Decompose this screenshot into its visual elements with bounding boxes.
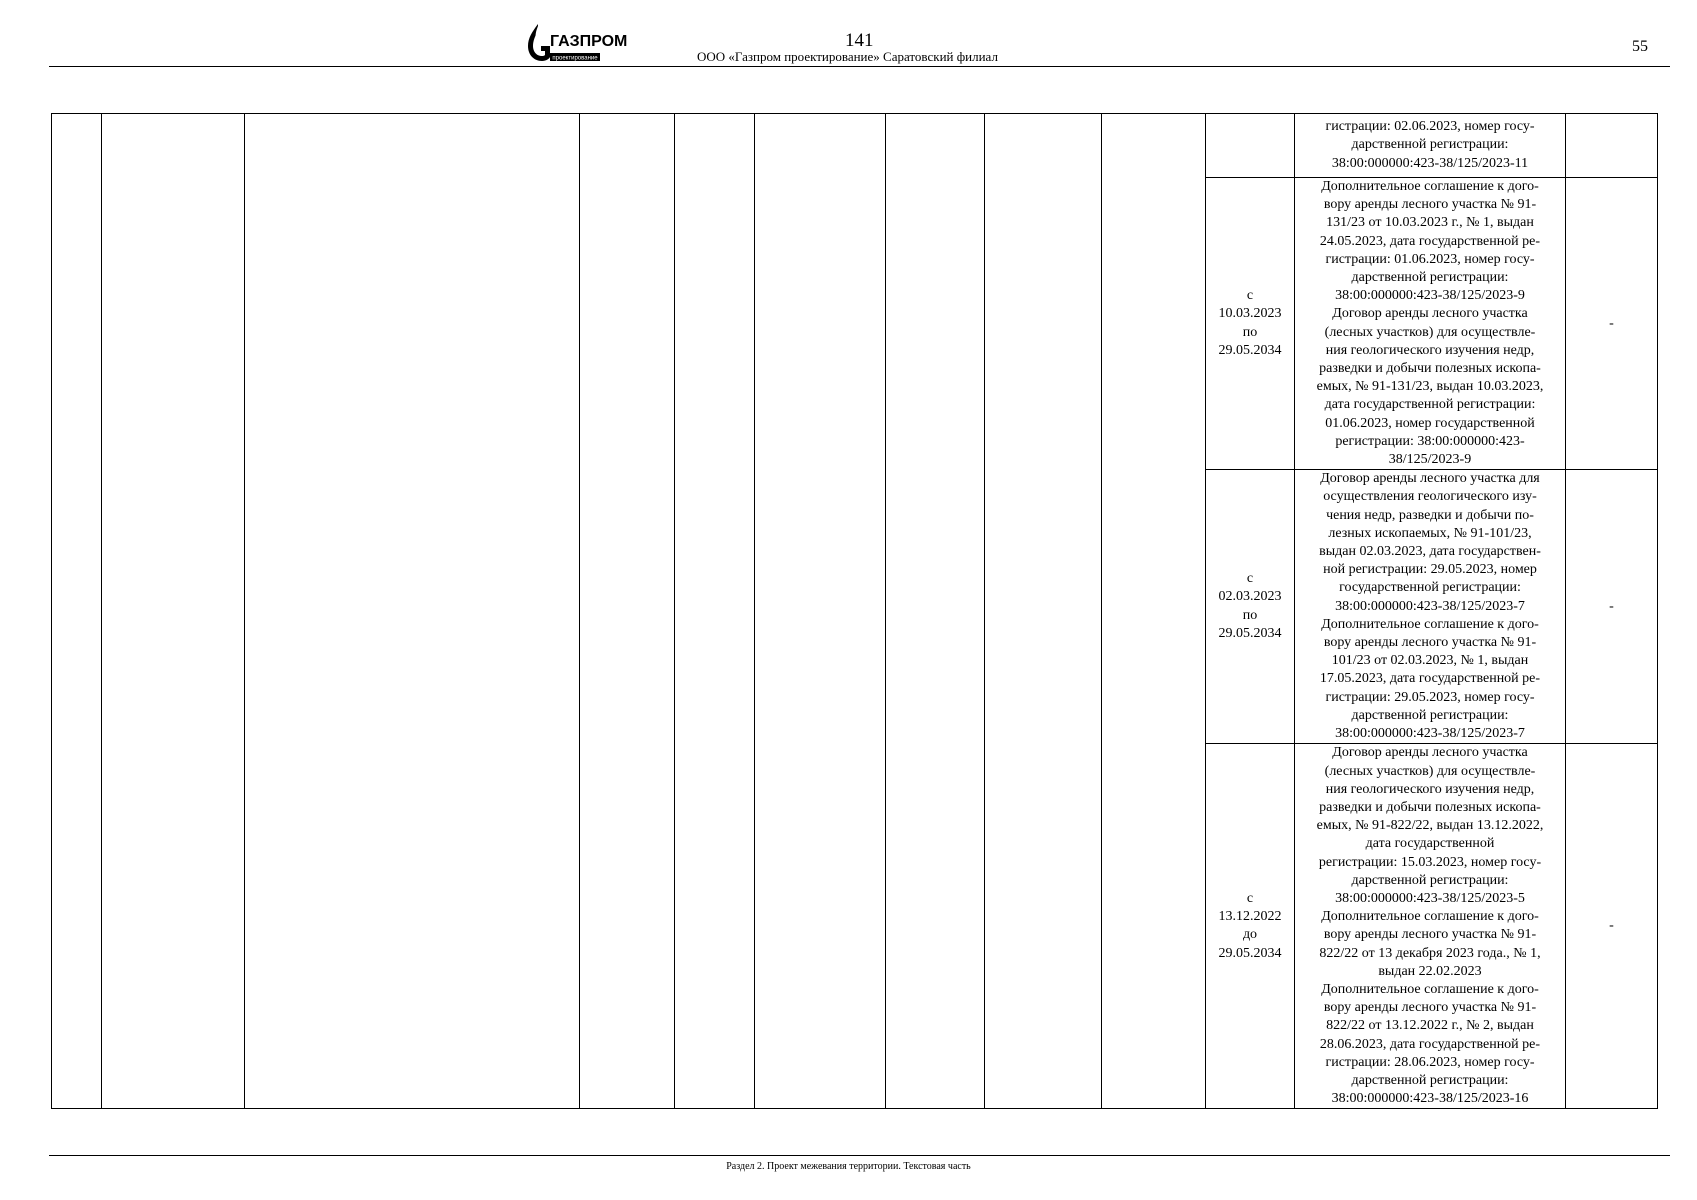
document-page-number: 141 xyxy=(845,30,874,51)
empty-cell xyxy=(102,114,245,1109)
extra-cell xyxy=(1566,114,1658,178)
document-text-line: 28.06.2023, дата государственной ре- xyxy=(1319,1036,1541,1052)
document-text-line: гистрации: 01.06.2023, номер госу- xyxy=(1325,251,1535,267)
document-text-line: 38/125/2023-9 xyxy=(1388,452,1472,468)
lease-table xyxy=(51,113,1658,1109)
lease-period-line: до xyxy=(1242,927,1258,943)
document-text-line: 38:00:000000:423-38/125/2023-16 xyxy=(1331,1091,1529,1107)
document-text-line: гистрации: 28.06.2023, номер госу- xyxy=(1325,1054,1535,1070)
extra-cell xyxy=(1566,470,1658,744)
document-text-line: ния геологического изучения недр, xyxy=(1325,781,1535,797)
document-text-line: Дополнительное соглашение к дого- xyxy=(1321,981,1539,997)
document-text-line: Договор аренды лесного участка xyxy=(1332,745,1528,761)
footer-section-title: Раздел 2. Проект межевания территории. Текстовая часть xyxy=(726,1161,971,1172)
document-text-line: Дополнительное соглашение к дого- xyxy=(1321,616,1539,632)
document-text-line: 38:00:000000:423-38/125/2023-5 xyxy=(1335,890,1525,906)
document-text-line: Дополнительное соглашение к дого- xyxy=(1321,179,1539,194)
document-text-line: дата государственной регистрации: xyxy=(1324,397,1536,413)
section-page-number: 55 xyxy=(1632,38,1648,55)
document-text-line: Дополнительное соглашение к дого- xyxy=(1321,909,1539,925)
document-text-line: разведки и добычи полезных ископа- xyxy=(1319,361,1541,377)
lease-period-line: с xyxy=(1246,570,1254,586)
lease-period-cell xyxy=(1206,114,1295,178)
document-text-line: 38:00:000000:423-38/125/2023-7 xyxy=(1335,726,1525,742)
document-text-line: лезных ископаемых, № 91-101/23, xyxy=(1328,525,1532,541)
lease-period-line: 13.12.2022 xyxy=(1218,908,1282,924)
document-table xyxy=(51,113,1658,1109)
document-text-line: чения недр, разведки и добычи по- xyxy=(1326,507,1534,523)
lease-period-cell xyxy=(1206,470,1295,744)
lease-period-line: 02.03.2023 xyxy=(1218,589,1282,605)
lease-period-line: с xyxy=(1246,890,1254,906)
lease-period-line: 10.03.2023 xyxy=(1218,306,1282,322)
document-text-line: Договор аренды лесного участка для xyxy=(1320,471,1540,487)
extra-cell xyxy=(1566,744,1658,1109)
lease-period-cell xyxy=(1206,744,1295,1109)
lease-period-line: по xyxy=(1242,324,1258,340)
document-text-line: (лесных участков) для осуществле- xyxy=(1324,763,1536,779)
document-text-line: выдан 22.02.2023 xyxy=(1378,963,1482,979)
empty-cell xyxy=(755,114,886,1109)
extra-value: - xyxy=(1609,598,1614,614)
document-text-line: ной регистрации: 29.05.2023, номер xyxy=(1323,562,1537,578)
document-text-line: емых, № 91-822/22, выдан 13.12.2022, xyxy=(1316,818,1544,834)
empty-cell xyxy=(985,114,1102,1109)
svg-text:ГАЗПРОМ: ГАЗПРОМ xyxy=(550,33,628,50)
document-text-line: разведки и добычи полезных ископа- xyxy=(1319,799,1541,815)
document-text-line: 131/23 от 10.03.2023 г., № 1, выдан xyxy=(1326,215,1534,231)
document-text-line: гистрации: 29.05.2023, номер госу- xyxy=(1325,689,1535,705)
document-text-line: регистрации: 38:00:000000:423- xyxy=(1335,433,1525,449)
empty-cell xyxy=(1102,114,1206,1109)
gazprom-logo xyxy=(524,22,628,64)
document-text-line: 38:00:000000:423-38/125/2023-9 xyxy=(1335,288,1525,304)
empty-cell xyxy=(675,114,755,1109)
document-text-line: дарственной регистрации: xyxy=(1351,707,1509,723)
document-text-line: государственной регистрации: xyxy=(1339,580,1521,596)
document-text-line: ния геологического изучения недр, xyxy=(1325,342,1535,358)
lease-period-line: 29.05.2034 xyxy=(1218,343,1282,359)
lease-period-line: 29.05.2034 xyxy=(1218,945,1282,961)
document-text-line: 17.05.2023, дата государственной ре- xyxy=(1319,671,1541,687)
document-text-line: 101/23 от 02.03.2023, № 1, выдан xyxy=(1331,653,1529,669)
extra-value: - xyxy=(1609,918,1614,934)
document-text-line: 01.06.2023, номер государственной xyxy=(1325,415,1535,431)
empty-cell xyxy=(886,114,985,1109)
document-text-line: выдан 02.03.2023, дата государствен- xyxy=(1319,544,1541,560)
document-text-line: вору аренды лесного участка № 91- xyxy=(1323,635,1537,651)
document-text-line: вору аренды лесного участка № 91- xyxy=(1323,1000,1537,1016)
lease-documents-cell xyxy=(1295,470,1566,744)
empty-cell xyxy=(52,114,102,1109)
document-text-line: 38:00:000000:423-38/125/2023-11 xyxy=(1331,155,1529,171)
document-text-line: 822/22 от 13 декабря 2023 года., № 1, xyxy=(1319,945,1541,961)
document-text-line: вору аренды лесного участка № 91- xyxy=(1323,197,1537,213)
document-text-line: дата государственной xyxy=(1365,836,1495,852)
lease-period-cell xyxy=(1206,178,1295,470)
lease-documents-cell xyxy=(1295,114,1566,178)
extra-value: - xyxy=(1609,315,1614,331)
page-header xyxy=(0,0,1697,70)
footer-divider xyxy=(49,1155,1670,1156)
header-divider xyxy=(49,66,1670,67)
document-text-line: 822/22 от 13.12.2022 г., № 2, выдан xyxy=(1326,1018,1534,1034)
document-text-line: вору аренды лесного участка № 91- xyxy=(1323,927,1537,943)
lease-documents-cell xyxy=(1295,744,1566,1109)
document-text-line: регистрации: 15.03.2023, номер госу- xyxy=(1318,854,1542,870)
company-name: ООО «Газпром проектирование» Саратовский филиал xyxy=(697,49,998,64)
extra-cell xyxy=(1566,178,1658,470)
document-text-line: дарственной регистрации: xyxy=(1351,270,1509,286)
document-text-line: дарственной регистрации: xyxy=(1351,137,1509,153)
lease-documents-cell xyxy=(1295,178,1566,470)
lease-period-line: с xyxy=(1246,287,1254,303)
table-row xyxy=(52,114,1658,178)
document-text-line: 24.05.2023, дата государственной ре- xyxy=(1319,233,1541,249)
svg-text:проектирование: проектирование xyxy=(552,55,598,62)
lease-period-line: 29.05.2034 xyxy=(1218,626,1282,642)
document-text-line: Договор аренды лесного участка xyxy=(1332,306,1528,322)
document-text-line: 38:00:000000:423-38/125/2023-7 xyxy=(1335,598,1525,614)
document-text-line: дарственной регистрации: xyxy=(1351,872,1509,888)
lease-period-line: по xyxy=(1242,607,1258,623)
document-text-line: осуществления геологического изу- xyxy=(1323,489,1537,505)
document-text-line: емых, № 91-131/23, выдан 10.03.2023, xyxy=(1316,379,1544,395)
empty-cell xyxy=(245,114,580,1109)
empty-cell xyxy=(580,114,675,1109)
document-text-line: (лесных участков) для осуществле- xyxy=(1324,324,1536,340)
document-text-line: дарственной регистрации: xyxy=(1351,1072,1509,1088)
document-text-line: гистрации: 02.06.2023, номер госу- xyxy=(1325,119,1535,135)
